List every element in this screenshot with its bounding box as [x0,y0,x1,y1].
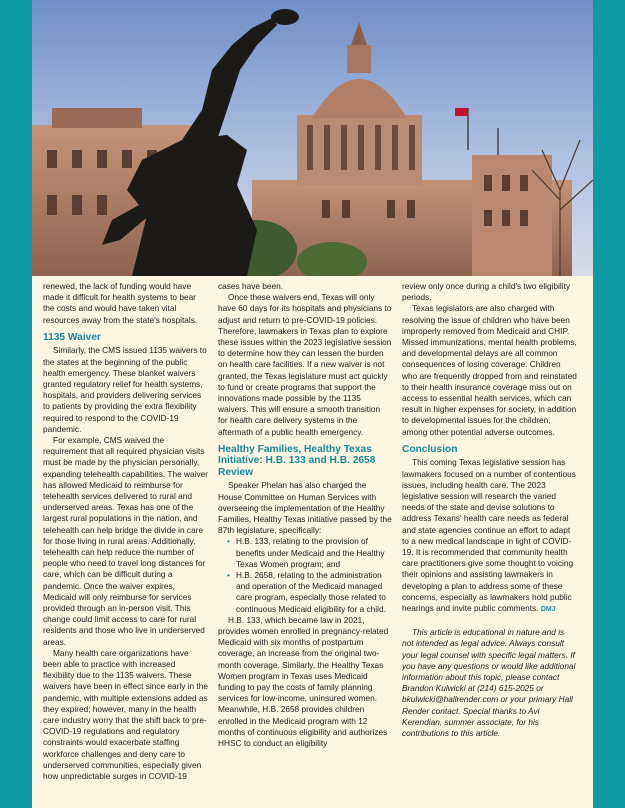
end-mark: DMJ [540,605,556,613]
paragraph: Similarly, the CMS issued 1135 waivers to the states at the beginning of the public health emergency. These blanket waivers granted regulatory relief for health systems, hospitals, and providers delivering services to patients by providing the extra flexibility required to respond to the COVID-19 pandemic. [43,345,207,434]
paragraph [402,457,577,615]
paragraph: Texas legislators are also charged with resolving the issue of children who have been improperly removed from Medicaid and CHIP. Missed immunizations, mental health problems, and developmental delays are all common consequences of losing coverage. Children who are frequently dropped from and reinstated to their health insurance coverage miss out on access to essential health services, which can result in higher expenses for society, in addition to developmental issues for the children, among other potential adverse outcomes. [402,303,577,437]
paragraph: For example, CMS waived the requirement that all required physician visits must be made by the physician personally, expanding telehealth capabilities. The waiver has allowed Medicaid to reimburse for telehealth services delivered to rural and underserved areas. Texas has one of the largest rural populations in the nation, and telehealth can help bridge the divide in care for those living in rural areas. Additionally, telehealth can help reduce the number of people who need to travel long distances for care, which can be difficult during a pandemic. Once the waiver expires, Medicaid will only reimburse for services provided through an in-person visit. This change could limit access to care for rural residents and those who live in underserved areas. [43,434,208,647]
left-color-stripe [0,0,32,808]
column-3 [402,281,577,739]
capitol-photo [32,0,593,276]
conclusion-text: This coming Texas legislative session has lawmakers focused on a number of contentious issues, including health care. The 2023 legislative session will research the varied needs of the state and devise solutions to address Texans' health care needs as federal and state agencies continue an effort to adapt to a new medical landscape in light of COVID-19. It is recommended that community health care practitioners give some thought to voicing their opinions and assisting lawmakers in developing a plan to address some of these concerns, especially as lawmakers hold public hearings and invite public comments. [402,457,576,613]
paragraph: Speaker Phelan has also charged the House Committee on Human Services with overseeing the implementation of the Healthy Families, Healthy Texas initiative passed by the 87th legislature, specifically: [218,480,392,536]
list-item: • H.B. 2658, relating to the administration and operation of the Medicaid managed care program, especially those related to continuous Medicaid eligibility for a child. [236,570,392,615]
paragraph: Once these waivers end, Texas will only have 60 days for its hospitals and physicians to adjust and return to pre-COVID-19 policies. Therefore, lawmakers in Texas plan to explore these issues within the 2023 legislative session to determine how they can lessen the burden on health care facilities. If a new waiver is not granted, the Texas legislature must act quickly to fund or create programs that support the innovations made possible by the 1135 waivers. This will ensure a smooth transition for health care delivery systems in the aftermath of a public health emergency. [218,292,392,437]
section-heading-healthy-families: Healthy Families, Healthy Texas Initiative: H.B. 133 and H.B. 2658 Review [218,443,376,478]
bill-list [218,536,392,614]
right-color-stripe [593,0,625,808]
paragraph: H.B. 133, which became law in 2021, provides women enrolled in pregnancy-related Medicaid with six months of postpartum coverage, an increase from the original two-month coverage. Similarly, the Healthy Texas Women program in Texas uses Medicaid funding to pay the costs of family planning services for low-income, uninsured women. Meanwhile, H.B. 2658 provides children enrolled in the Medicaid program with 12 months of continuous eligibility and authorizes HHSC to conduct an eligibility [218,614,389,749]
legal-disclaimer: This article is educational in nature and is not intended as legal advice. Always consult your legal counsel with specific legal matters. If you have any questions or would like additional information about this topic, please contact Brandon Kulwicki at (214) 615-2025 or bkulwicki@hallrender.com or your primary Hall Render contact. Special thanks to Avi Kerendian, summer associate, for his contributions to this article. [402,627,576,739]
section-heading-conclusion: Conclusion [402,443,458,455]
paragraph: Many health care organizations have been able to practice with increased flexibility due to the 1135 waivers. These waivers have been in effect since early in the pandemic, with multiple extensions added as they expired; however, many in the health care industry worry that the shift back to pre-COVID-19 regulations and regulatory constraints would exacerbate staffing workforce challenges and deny care to underserved communities, especially given how unpredictable surges in COVID-19 [43,647,208,782]
paragraph: review only once during a child's two eligibility periods. [402,281,571,303]
list-item: • H.B. 133, relating to the provision of benefits under Medicaid and the Healthy Texas Women program; and [236,536,392,570]
column-1 [43,281,208,782]
column-2 [218,281,392,749]
paragraph: cases have been. [218,281,284,291]
paragraph: renewed, the lack of funding would have made it difficult for health systems to bear the costs and would have taken vital resources away from the state's hospitals. [43,281,198,325]
section-heading-1135-waiver: 1135 Waiver [43,331,101,343]
